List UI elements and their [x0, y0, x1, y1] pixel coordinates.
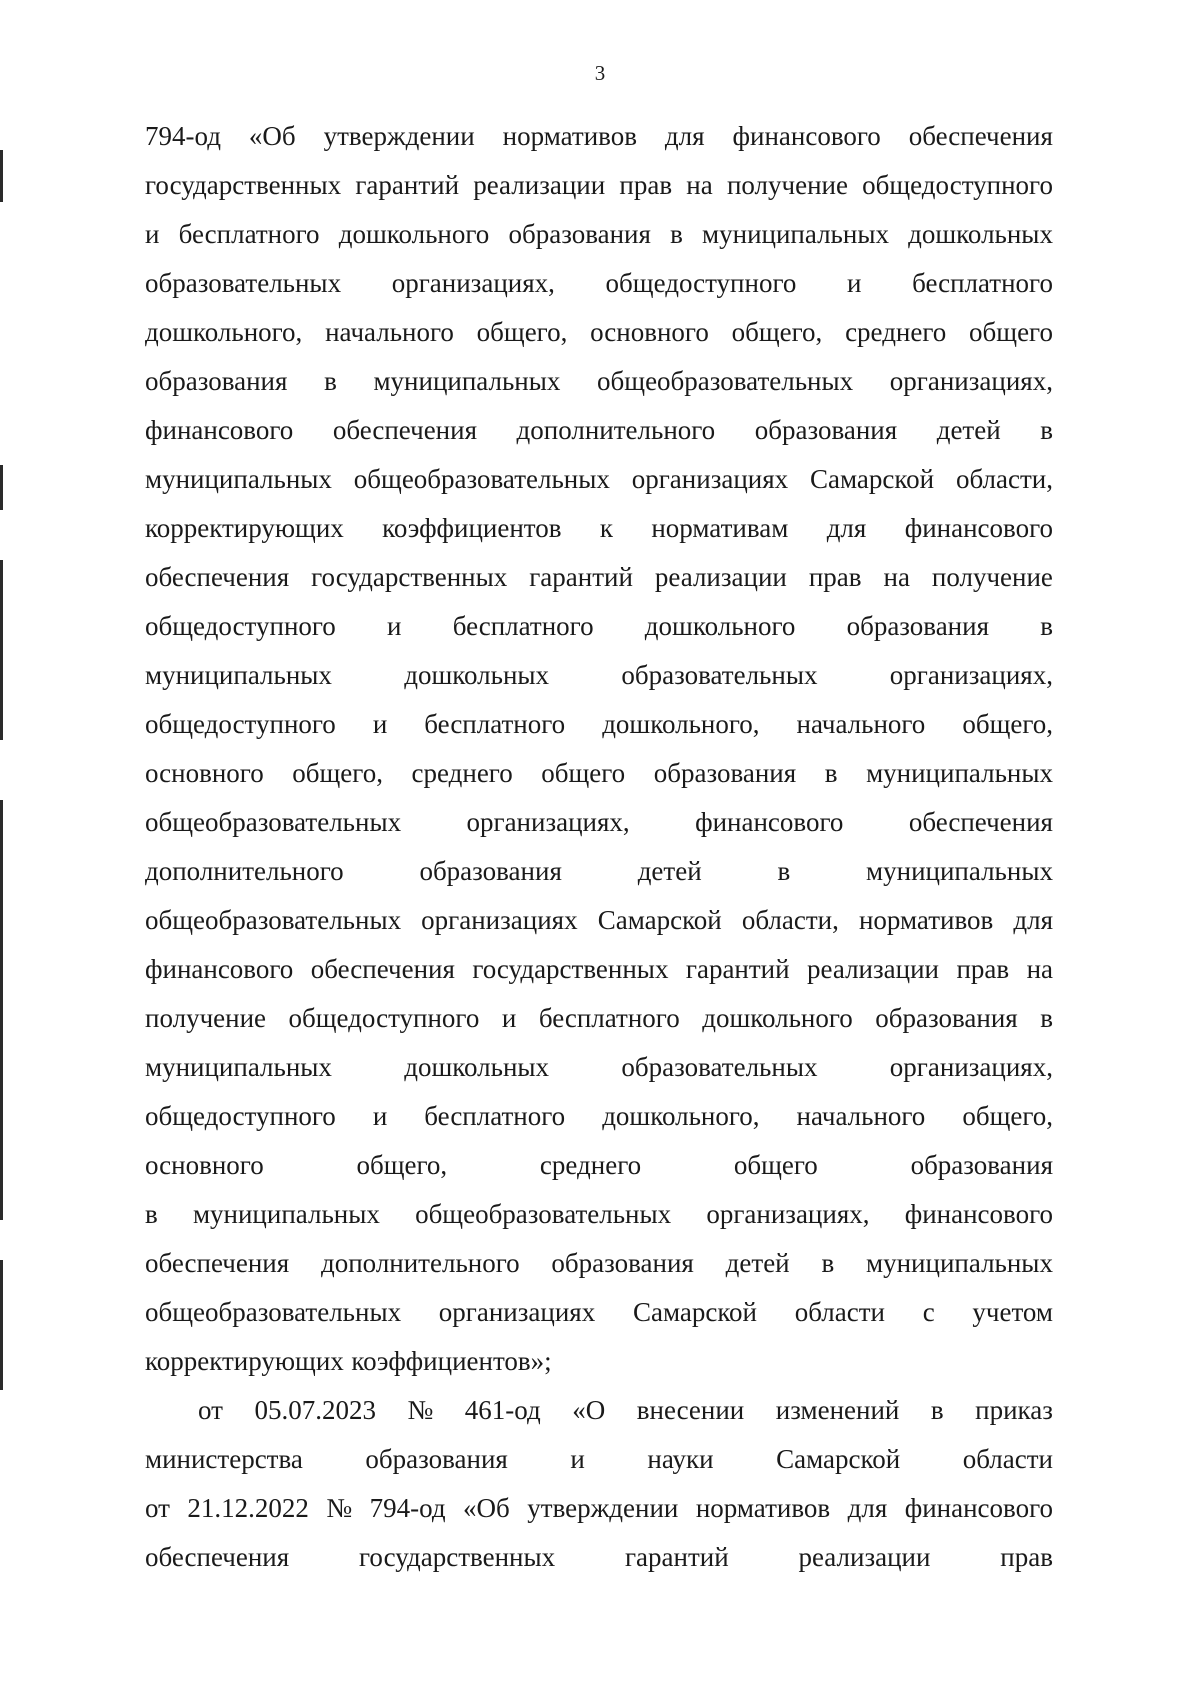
text-word: общего,: [962, 1101, 1053, 1131]
text-word: общеобразовательных: [353, 464, 610, 494]
text-word: к: [599, 513, 613, 543]
text-line: [145, 896, 1053, 945]
text-word: и: [846, 268, 862, 298]
text-word: общего,: [476, 317, 568, 347]
text-word: образования: [754, 415, 898, 445]
text-word: муниципальных: [866, 1248, 1053, 1278]
text-word: обеспечения: [310, 954, 455, 984]
text-word: на: [686, 170, 713, 200]
text-word: 05.07.2023: [254, 1395, 376, 1425]
text-word: реализации: [798, 1542, 931, 1572]
text-word: среднего: [845, 317, 947, 347]
text-word: и: [570, 1444, 585, 1474]
text-line: [145, 308, 1053, 357]
text-word: основного: [145, 758, 264, 788]
text-word: бесплатного: [424, 1101, 566, 1131]
text-word: утверждении: [323, 121, 475, 151]
text-word: государственных: [472, 954, 669, 984]
text-word: гарантий: [685, 954, 790, 984]
text-word: обеспечения: [145, 1542, 290, 1572]
text-word: детей: [936, 415, 1001, 445]
text-word: образования: [653, 758, 797, 788]
text-line: [145, 504, 1053, 553]
text-word: общеобразовательных: [597, 366, 854, 396]
text-word: приказ: [975, 1395, 1053, 1425]
text-word: области,: [741, 905, 839, 935]
text-word: финансового: [695, 807, 844, 837]
text-word: в: [930, 1395, 944, 1425]
text-word: финансового: [145, 954, 294, 984]
text-line: [145, 602, 1053, 651]
body-text: [145, 112, 1053, 1582]
page-number: 3: [594, 61, 606, 85]
text-word: муниципальных: [145, 464, 332, 494]
text-word: муниципальных: [145, 1052, 332, 1082]
text-word: в: [821, 1248, 835, 1278]
text-line: [145, 651, 1053, 700]
text-word: общедоступного: [605, 268, 797, 298]
text-word: на: [883, 562, 910, 592]
text-word: дошкольного,: [602, 1101, 760, 1131]
text-line: [145, 1190, 1053, 1239]
text-word: прав: [619, 170, 673, 200]
text-word: организациях,: [889, 366, 1053, 396]
text-word: коэффициентов»;: [351, 1346, 552, 1376]
text-word: дошкольного: [644, 611, 796, 641]
text-word: Самарской: [632, 1297, 758, 1327]
text-line: [145, 210, 1053, 259]
text-word: организациях,: [889, 660, 1053, 690]
text-word: образования: [846, 611, 990, 641]
text-word: обеспечения: [908, 807, 1053, 837]
text-word: бесплатного: [912, 268, 1053, 298]
scan-edge-mark: [0, 150, 3, 202]
text-word: в: [1040, 415, 1053, 445]
text-word: среднего: [411, 758, 513, 788]
scan-edge-mark: [0, 465, 3, 510]
text-word: дополнительного: [145, 856, 344, 886]
text-word: дошкольного,: [602, 709, 760, 739]
text-word: 794-од: [369, 1493, 446, 1523]
text-word: организациях,: [889, 1052, 1053, 1082]
text-word: нормативов: [695, 1493, 831, 1523]
text-word: общего: [541, 758, 626, 788]
text-word: от: [145, 1493, 170, 1523]
text-word: дошкольного: [702, 1003, 853, 1033]
text-word: в: [324, 366, 337, 396]
text-word: обеспечения: [908, 121, 1053, 151]
text-line: [145, 994, 1053, 1043]
text-word: дополнительного: [320, 1248, 520, 1278]
scan-edge-mark: [0, 800, 3, 1220]
text-line: [145, 1386, 1053, 1435]
text-word: 21.12.2022: [187, 1493, 309, 1523]
text-word: бесплатного: [178, 219, 320, 249]
text-word: и: [372, 709, 388, 739]
text-word: государственных: [145, 170, 342, 200]
text-word: муниципальных: [866, 856, 1053, 886]
text-word: общедоступного: [145, 709, 336, 739]
text-line: [145, 406, 1053, 455]
text-word: организациях: [438, 1297, 596, 1327]
text-word: корректирующих: [145, 513, 344, 543]
text-word: общего: [969, 317, 1053, 347]
text-word: организациях,: [466, 807, 630, 837]
text-word: общего,: [731, 317, 823, 347]
text-line: [145, 112, 1053, 161]
text-word: начального: [796, 1101, 926, 1131]
text-word: 794-од: [145, 121, 221, 151]
text-line: [145, 847, 1053, 896]
text-word: финансового: [904, 513, 1053, 543]
text-word: детей: [637, 856, 702, 886]
text-word: и: [372, 1101, 388, 1131]
text-word: области,: [955, 464, 1053, 494]
text-word: Самарской: [810, 464, 935, 494]
text-word: муниципальных: [866, 758, 1053, 788]
text-word: образования: [145, 366, 288, 396]
text-word: учетом: [972, 1297, 1053, 1327]
text-word: науки: [647, 1444, 714, 1474]
text-word: гарантий: [355, 170, 460, 200]
scan-edge-mark: [0, 1260, 3, 1390]
text-line: [145, 1092, 1053, 1141]
text-word: среднего: [539, 1150, 642, 1180]
text-word: дошкольного,: [145, 317, 303, 347]
text-word: обеспечения: [145, 1248, 290, 1278]
text-word: прав: [956, 954, 1010, 984]
text-word: области: [794, 1297, 885, 1327]
text-word: обеспечения: [145, 562, 290, 592]
text-word: получение: [931, 562, 1053, 592]
text-line: [145, 1288, 1053, 1337]
text-word: области: [962, 1444, 1053, 1474]
text-word: образования: [365, 1444, 508, 1474]
text-word: для: [826, 513, 867, 543]
text-word: образовательных: [145, 268, 342, 298]
text-word: финансового: [732, 121, 881, 151]
text-word: организациях,: [706, 1199, 870, 1229]
text-word: на: [1026, 954, 1053, 984]
text-word: внесении: [636, 1395, 745, 1425]
text-word: муниципальных: [145, 660, 332, 690]
text-word: финансового: [904, 1493, 1053, 1523]
text-word: гарантий: [624, 1542, 729, 1572]
text-word: общего,: [962, 709, 1053, 739]
text-word: «О: [572, 1395, 606, 1425]
text-word: дополнительного: [516, 415, 716, 445]
text-word: и: [145, 219, 160, 249]
text-word: общеобразовательных: [145, 905, 402, 935]
text-word: основного: [145, 1150, 264, 1180]
text-word: «Об: [248, 121, 296, 151]
scan-edge-mark: [0, 560, 3, 740]
text-line: [145, 161, 1053, 210]
text-word: образования: [875, 1003, 1018, 1033]
text-word: начального: [796, 709, 926, 739]
text-line: [145, 1337, 1053, 1386]
text-word: организациях: [421, 905, 578, 935]
text-line: [145, 1043, 1053, 1092]
text-word: №: [407, 1395, 434, 1425]
text-word: нормативам: [651, 513, 789, 543]
text-word: обеспечения: [332, 415, 477, 445]
text-word: общего: [733, 1150, 818, 1180]
text-word: общеобразовательных: [145, 1297, 402, 1327]
text-word: Самарской: [597, 905, 722, 935]
text-line: [145, 357, 1053, 406]
text-word: образования: [419, 856, 562, 886]
text-word: государственных: [359, 1542, 556, 1572]
text-word: и: [501, 1003, 517, 1033]
text-word: основного: [590, 317, 709, 347]
text-word: общего,: [356, 1150, 448, 1180]
text-word: получение: [726, 170, 848, 200]
text-word: государственных: [311, 562, 508, 592]
text-word: для: [664, 121, 705, 151]
text-line: [145, 1533, 1053, 1582]
text-word: для: [1013, 905, 1053, 935]
text-word: общедоступного: [862, 170, 1053, 200]
text-word: организациях: [631, 464, 789, 494]
text-word: образования: [551, 1248, 694, 1278]
text-word: организациях,: [391, 268, 555, 298]
text-word: детей: [725, 1248, 790, 1278]
text-line: [145, 945, 1053, 994]
text-word: прав: [1000, 1542, 1053, 1572]
text-word: общедоступного: [145, 1101, 336, 1131]
text-word: гарантий: [529, 562, 633, 592]
text-word: реализации: [654, 562, 787, 592]
text-word: в: [824, 758, 838, 788]
text-word: финансового: [904, 1199, 1053, 1229]
text-line: [145, 798, 1053, 847]
text-word: 461-од: [464, 1395, 541, 1425]
text-word: дошкольных: [404, 660, 550, 690]
text-word: муниципальных: [192, 1199, 380, 1229]
text-word: образования: [508, 219, 651, 249]
text-word: общедоступного: [145, 611, 336, 641]
text-word: в: [1040, 1003, 1053, 1033]
text-word: в: [777, 856, 791, 886]
text-line: [145, 1435, 1053, 1484]
text-word: финансового: [145, 415, 294, 445]
text-word: образовательных: [621, 1052, 818, 1082]
text-word: муниципальных: [373, 366, 561, 396]
text-line: [145, 455, 1053, 504]
text-line: [145, 1484, 1053, 1533]
text-word: нормативов: [858, 905, 994, 935]
text-word: Самарской: [776, 1444, 901, 1474]
text-word: для: [847, 1493, 888, 1523]
text-line: [145, 700, 1053, 749]
text-word: «Об: [463, 1493, 510, 1523]
text-word: общедоступного: [288, 1003, 480, 1033]
text-line: [145, 1141, 1053, 1190]
text-word: в: [145, 1199, 158, 1229]
text-word: бесплатного: [452, 611, 594, 641]
text-word: образования: [910, 1150, 1053, 1180]
text-word: начального: [325, 317, 454, 347]
text-word: от: [198, 1395, 223, 1425]
text-word: бесплатного: [424, 709, 566, 739]
text-line: [145, 553, 1053, 602]
text-word: реализации: [807, 954, 939, 984]
text-word: общеобразовательных: [145, 807, 402, 837]
text-word: дошкольных: [908, 219, 1053, 249]
text-word: коэффициентов: [382, 513, 562, 543]
text-word: реализации: [473, 170, 606, 200]
text-word: министерства: [145, 1444, 303, 1474]
text-word: №: [326, 1493, 353, 1523]
text-word: дошкольных: [404, 1052, 550, 1082]
text-word: прав: [808, 562, 862, 592]
text-word: муниципальных: [702, 219, 889, 249]
text-word: общего,: [292, 758, 383, 788]
text-word: утверждении: [527, 1493, 679, 1523]
text-word: нормативов: [502, 121, 637, 151]
text-word: образовательных: [621, 660, 818, 690]
text-word: в: [670, 219, 683, 249]
text-word: общеобразовательных: [415, 1199, 672, 1229]
text-line: [145, 1239, 1053, 1288]
text-word: корректирующих: [145, 1346, 344, 1376]
text-word: бесплатного: [538, 1003, 680, 1033]
text-line: [145, 259, 1053, 308]
text-word: получение: [145, 1003, 267, 1033]
text-word: и: [387, 611, 402, 641]
text-line: [145, 749, 1053, 798]
text-word: с: [922, 1297, 935, 1327]
text-word: в: [1040, 611, 1053, 641]
text-word: изменений: [775, 1395, 900, 1425]
text-word: дошкольного: [338, 219, 490, 249]
